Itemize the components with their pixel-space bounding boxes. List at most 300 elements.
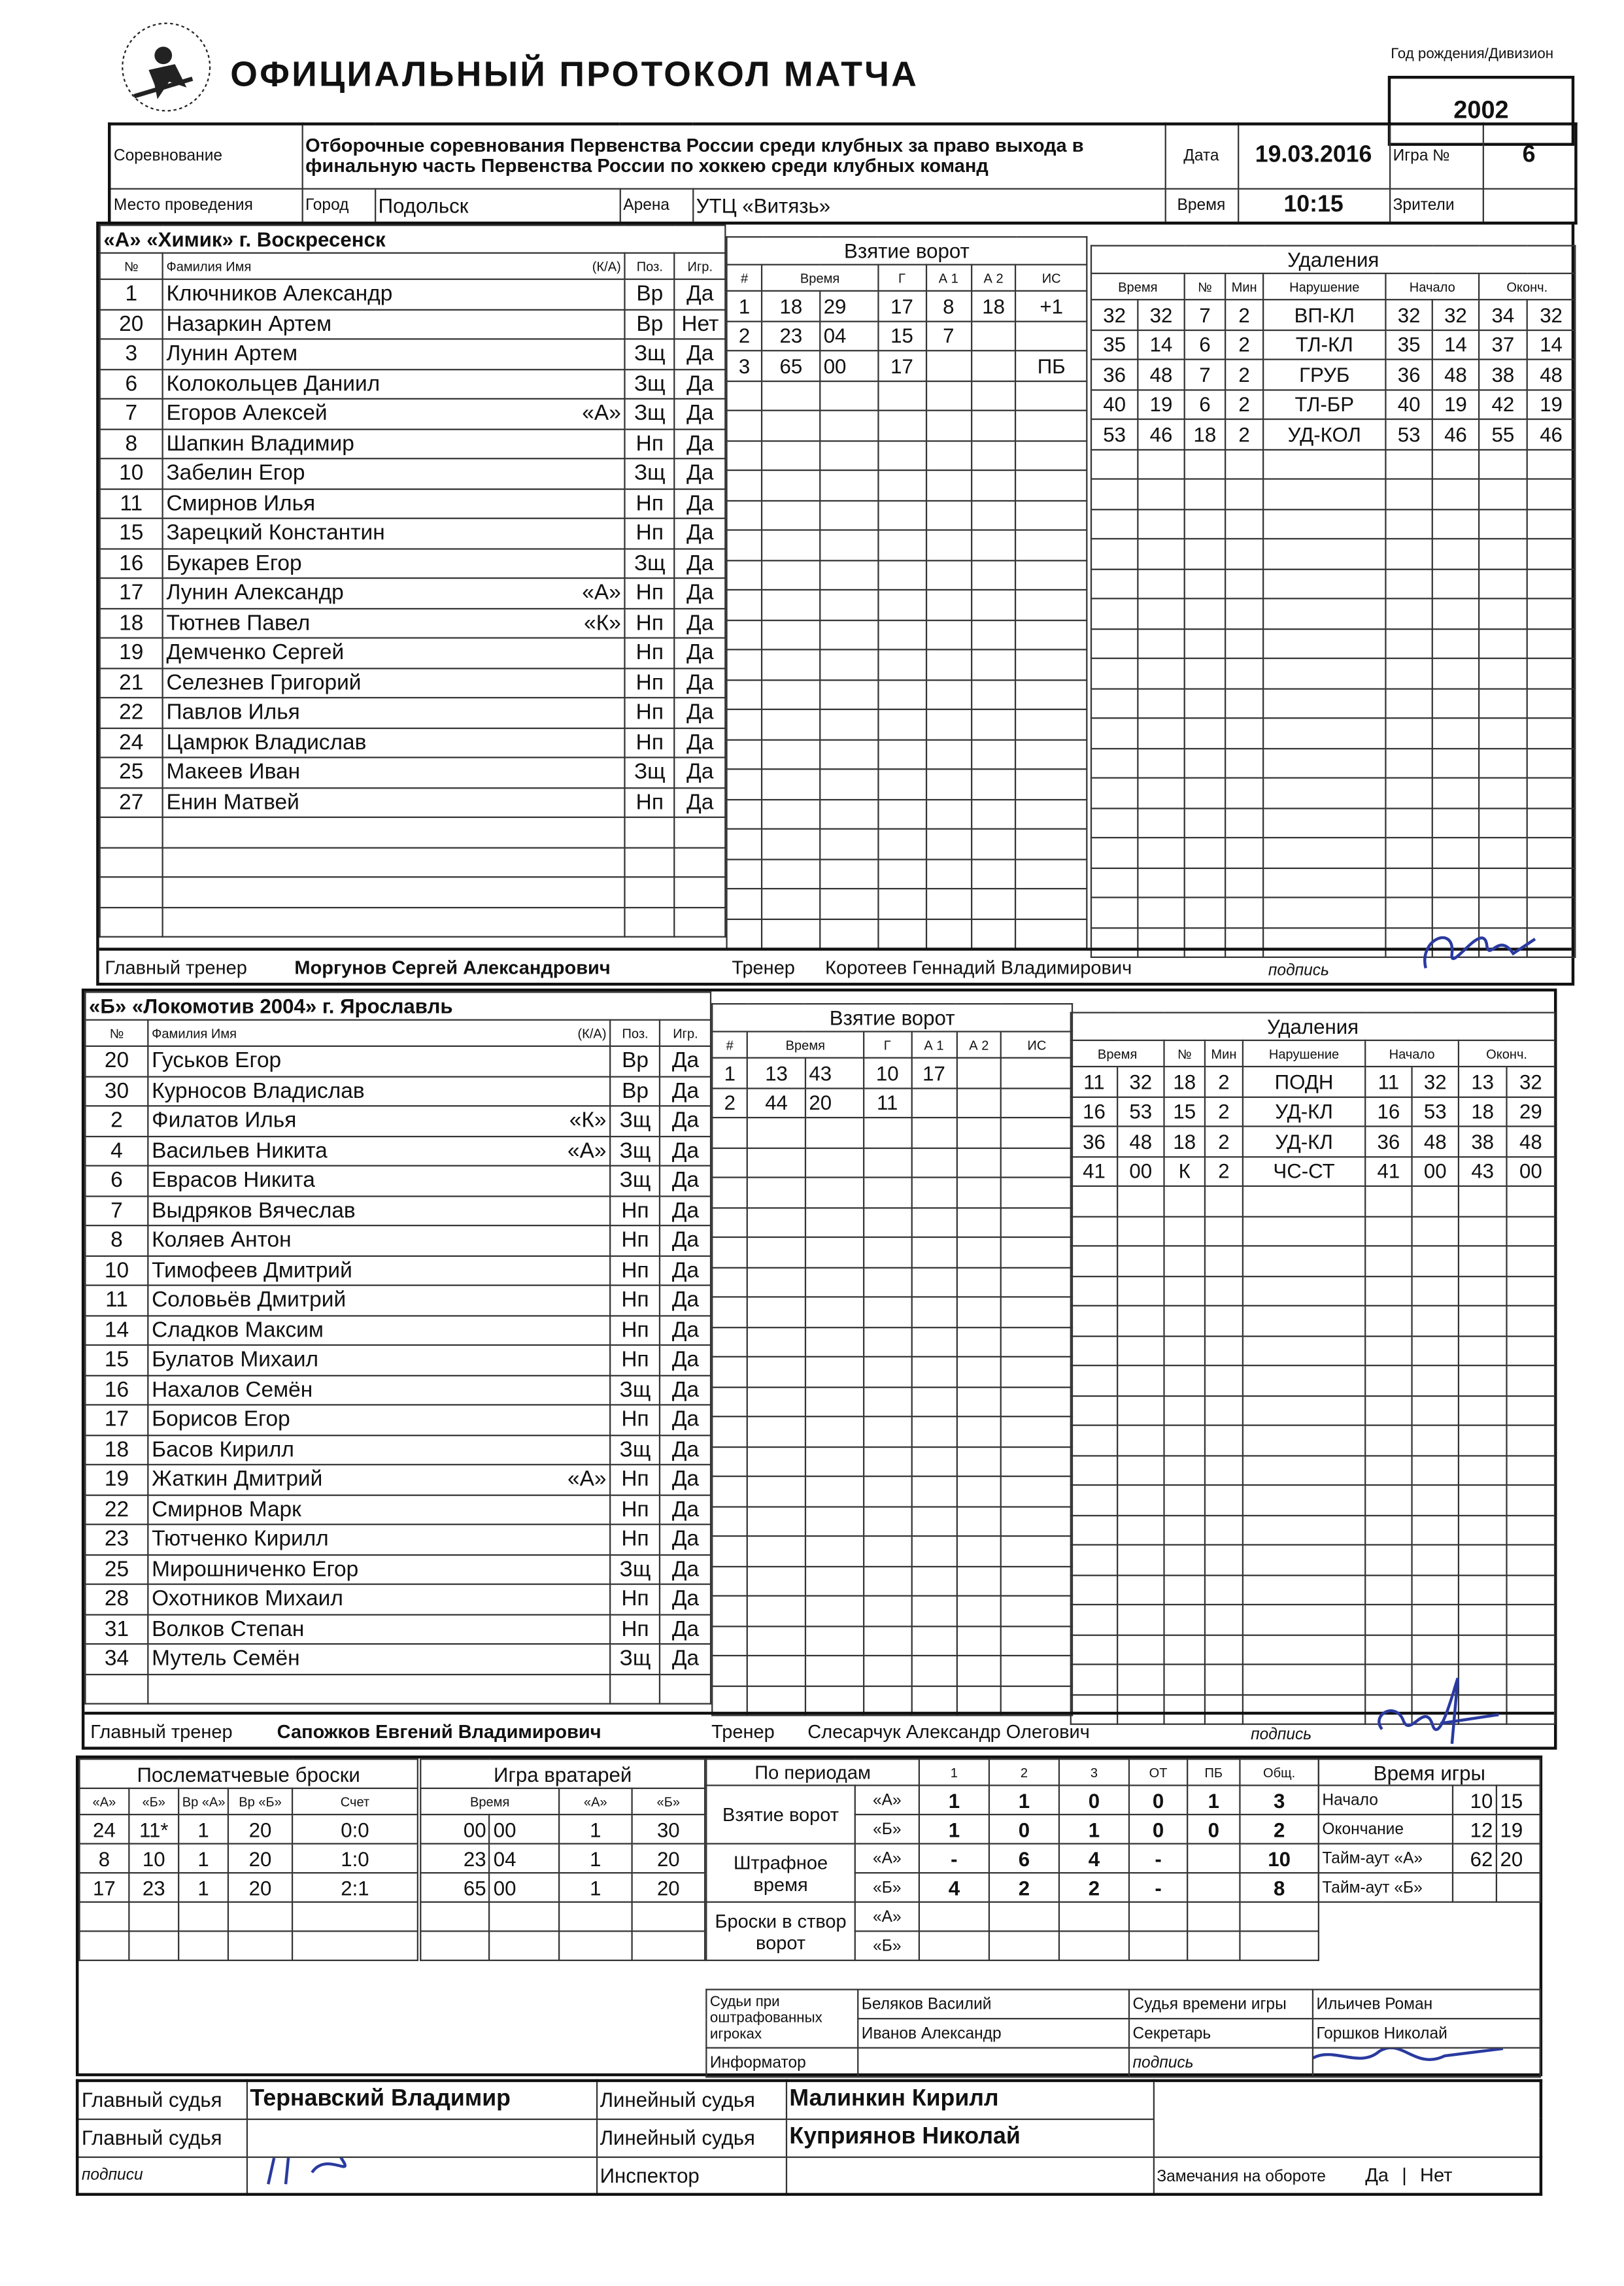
team-b-goal-assist1 (911, 1357, 956, 1387)
team-a-coach: Коротеев Геннадий Владимирович (825, 956, 1132, 979)
team-b-pen-start-min (1365, 1216, 1412, 1246)
team-a-pen-end-sec (1527, 628, 1576, 658)
team-b-goal-scorer (863, 1416, 911, 1446)
team-b-goal-assist1 (911, 1117, 956, 1148)
team-b-goal-assist1 (911, 1626, 956, 1656)
team-b-pen-sec (1117, 1246, 1164, 1276)
team-a-player-play: Да (675, 698, 725, 728)
team-a-goal-assist1 (926, 919, 971, 949)
team-a-player-name (163, 817, 625, 847)
team-b-player-row (85, 1405, 711, 1435)
periods-team-a: «А» (855, 1902, 919, 1932)
team-a-pen-end-min (1479, 838, 1527, 868)
team-b-player-row (85, 1435, 711, 1465)
penbox-judge-2: Иванов Александр (858, 2019, 1129, 2048)
team-a-pen-sec: 19 (1138, 389, 1184, 419)
team-b-goal-min (747, 1178, 805, 1208)
shootout-cell-4: 2:1 (292, 1873, 418, 1902)
team-b-pen-min (1071, 1664, 1117, 1694)
team-b-goal-is (1002, 1148, 1072, 1178)
officials-table (705, 1988, 1541, 2077)
team-b-player-row (85, 1076, 711, 1106)
team-a-goal-no (727, 829, 762, 859)
team-b-goal-row (712, 1148, 1072, 1178)
team-b-pen-min (1071, 1544, 1117, 1575)
team-b-goal-no (712, 1446, 747, 1476)
team-a-goal-is (1016, 679, 1087, 709)
team-a-goal-row (727, 919, 1087, 949)
team-a-pen-start-sec (1432, 868, 1479, 898)
team-a-pen-violation (1263, 718, 1385, 748)
team-b-goal-scorer (863, 1446, 911, 1476)
team-b-pen-min (1071, 1365, 1117, 1395)
remarks-sep: | (1402, 2164, 1407, 2187)
team-b-goal-row (712, 1087, 1072, 1117)
team-b-player-play: Да (660, 1315, 711, 1345)
team-b-pen-min (1071, 1335, 1117, 1365)
team-a-pen-end-sec: 14 (1527, 330, 1576, 360)
team-a-player-pos: Нп (624, 578, 675, 608)
team-a-player-play: Да (675, 339, 725, 369)
team-b-goal-scorer (863, 1207, 911, 1237)
team-b-pen-start-min: 36 (1365, 1127, 1412, 1157)
team-b-pen-player (1164, 1425, 1204, 1456)
timeout-a-label: Тайм-аут «А» (1319, 1844, 1453, 1873)
team-b-goal-assist1 (911, 1566, 956, 1596)
team-b-pen-sec: 00 (1117, 1156, 1164, 1186)
penbox-judge-1: Беляков Василий (858, 1990, 1129, 2019)
team-b-pen-min: 16 (1071, 1097, 1117, 1127)
team-a-goal-assist2 (971, 829, 1016, 859)
team-a-goal-assist1 (926, 740, 971, 770)
team-a-player-name-text: Селезнев Григорий (166, 670, 362, 696)
team-a-player-row (100, 907, 726, 937)
team-b-goal-is (1002, 1506, 1072, 1536)
team-b-goal-sec (805, 1596, 863, 1626)
team-a-pen-end-min (1479, 748, 1527, 778)
team-a-goal-row (727, 859, 1087, 889)
competition-value: Отборочные соревнования Первенства России среди клубных за право выхода в финальную часть Первенства России по хоккею среди клубных команд (302, 124, 1165, 188)
team-b-goal-sec (805, 1237, 863, 1267)
team-b-pen-end-sec (1506, 1515, 1555, 1545)
team-b-player-play: Да (660, 1465, 711, 1495)
team-a-player-name-text: Егоров Алексей (166, 401, 328, 426)
team-b-goal-min (747, 1148, 805, 1178)
team-a-goal-sec: 00 (820, 350, 877, 381)
referee-signature (253, 2157, 471, 2194)
team-b-goal-row (712, 1536, 1072, 1566)
team-a-goal-row (727, 590, 1087, 620)
team-a-player-number: 6 (100, 369, 163, 399)
team-b-goal-scorer (863, 1626, 911, 1656)
team-a-player-row (100, 429, 726, 459)
team-a-pen-end-min (1479, 509, 1527, 539)
team-b-pen-violation (1243, 1455, 1365, 1485)
team-b-pen-end-sec (1506, 1455, 1555, 1485)
remarks-yes[interactable]: Да (1365, 2164, 1389, 2187)
col-goal-time: Время (747, 1032, 863, 1058)
timekeeper-label: Судья времени игры (1129, 1990, 1313, 2019)
team-a-pen-minutes (1225, 509, 1263, 539)
goalie-col-a: «А» (559, 1788, 632, 1815)
team-b-pen-sec: 32 (1117, 1066, 1164, 1097)
team-b-goal-min (747, 1267, 805, 1297)
team-b-penalty-row (1071, 1515, 1555, 1545)
team-a-goal-is (1016, 620, 1087, 650)
team-b-player-row (85, 1644, 711, 1674)
team-a-goal-sec (820, 381, 877, 411)
team-b-pen-player (1164, 1276, 1204, 1306)
team-b-pen-start-min: 41 (1365, 1156, 1412, 1186)
team-a-player-name-text: Колокольцев Даниил (166, 371, 381, 396)
goalie-row (420, 1873, 705, 1902)
team-b-penalty-row (1071, 1395, 1555, 1425)
team-b-pen-start-sec: 53 (1412, 1097, 1459, 1127)
team-a-pen-player: 7 (1185, 299, 1225, 330)
team-a-penalty-row (1091, 509, 1575, 539)
shootout-cell-2: 1 (178, 1873, 228, 1902)
team-a-pen-start-min (1385, 628, 1432, 658)
team-b-goal-sec (805, 1506, 863, 1536)
team-b-pen-violation: УД-КЛ (1243, 1097, 1365, 1127)
team-a-player-name (163, 608, 625, 638)
team-a-pen-minutes (1225, 539, 1263, 569)
team-a-player-play: Да (675, 519, 725, 549)
team-a-goal-assist2 (971, 740, 1016, 770)
team-b-player-pos (610, 1674, 660, 1704)
team-b-pen-start-sec (1412, 1455, 1459, 1485)
col-no: № (85, 1020, 148, 1046)
team-b-goal-row (712, 1178, 1072, 1208)
team-a-player-row (100, 787, 726, 817)
team-a-penalty-row (1091, 688, 1575, 718)
team-b-pen-minutes (1205, 1485, 1243, 1515)
goalie-b: 20 (632, 1844, 705, 1873)
team-b-penalty-row (1071, 1097, 1555, 1127)
pim-a-p1: - (919, 1844, 989, 1873)
team-b-player-name-text: Охотников Михаил (152, 1586, 343, 1612)
team-a-goal-sec (820, 799, 877, 829)
team-a-pen-min (1091, 539, 1138, 569)
team-b-pen-sec (1117, 1335, 1164, 1365)
team-a-goal-scorer (878, 859, 926, 889)
team-a-goal-sec (820, 829, 877, 859)
team-a-goal-assist1 (926, 440, 971, 470)
team-b-player-name (148, 1106, 611, 1136)
team-a-pen-violation (1263, 658, 1385, 689)
time-value: 10:15 (1238, 188, 1389, 224)
secretary-signature (1313, 2048, 1517, 2077)
game-start-mm: 15 (1497, 1785, 1540, 1815)
team-b-goal-row (712, 1237, 1072, 1267)
team-a-goal-sec (820, 530, 877, 560)
team-a-goal-min (762, 889, 820, 919)
team-a-goal-row (727, 620, 1087, 650)
team-a-head-coach: Моргунов Сергей Александрович (294, 956, 611, 979)
team-a-pen-player (1185, 778, 1225, 808)
team-b-pen-start-min (1365, 1485, 1412, 1515)
team-b-player-play: Да (660, 1495, 711, 1525)
goalie-row (420, 1844, 705, 1873)
period-total: Общ. (1240, 1759, 1318, 1785)
team-b-goal-no (712, 1416, 747, 1446)
team-b-pen-violation (1243, 1425, 1365, 1456)
team-b-goal-is (1002, 1446, 1072, 1476)
team-b-player-play (660, 1674, 711, 1704)
team-a-goal-assist2 (971, 709, 1016, 740)
shootout-cell-1: 11* (129, 1815, 178, 1844)
team-b-goal-row (712, 1357, 1072, 1387)
team-a-goal-sec (820, 470, 877, 500)
team-a-pen-sec (1138, 688, 1184, 718)
team-b-player-row (85, 1166, 711, 1196)
team-b-player-row (85, 1375, 711, 1405)
team-b-pen-sec (1117, 1186, 1164, 1216)
team-b-pen-start-min (1365, 1306, 1412, 1336)
team-b-goals-title: Взятие ворот (712, 1004, 1072, 1031)
team-a-player-play: Да (675, 787, 725, 817)
team-b-pen-end-min (1459, 1395, 1507, 1425)
team-a-goal-row (727, 649, 1087, 679)
team-b-player-name (148, 1195, 611, 1225)
birth-division-label: Год рождения/Дивизион (1391, 46, 1554, 63)
team-b-goal-row (712, 1297, 1072, 1327)
team-a-pen-violation (1263, 688, 1385, 718)
team-a-goal-no: 3 (727, 350, 762, 381)
team-b-player-name-text: Булатов Михаил (152, 1347, 319, 1373)
team-b-pen-sec (1117, 1365, 1164, 1395)
col-play: Игр. (675, 253, 725, 279)
team-a-pen-start-sec (1432, 688, 1479, 718)
team-a-player-play: Да (675, 578, 725, 608)
team-b-player-name-text: Еврасов Никита (152, 1168, 315, 1193)
team-b-goal-row (712, 1327, 1072, 1357)
team-b-pen-start-min (1365, 1335, 1412, 1365)
team-b-player-name (148, 1614, 611, 1644)
team-a-pen-end-min (1479, 598, 1527, 628)
timeout-a-ss: 20 (1497, 1844, 1540, 1873)
team-a-pen-sec: 46 (1138, 419, 1184, 449)
team-a-goal-is: ПБ (1016, 350, 1087, 381)
team-a-pen-start-sec (1432, 539, 1479, 569)
team-a-player-name-text: Енин Матвей (166, 789, 299, 815)
arena-value: УТЦ «Витязь» (692, 188, 1164, 224)
team-b-goal-no (712, 1327, 747, 1357)
team-a-goal-no (727, 919, 762, 949)
team-b-pen-start-min (1365, 1425, 1412, 1456)
team-b-player-play: Да (660, 1046, 711, 1076)
team-a-pen-sec (1138, 868, 1184, 898)
team-b-goal-no (712, 1207, 747, 1237)
team-a-goal-scorer (878, 411, 926, 441)
team-b-pen-minutes: 2 (1205, 1156, 1243, 1186)
shootout-table (78, 1758, 418, 1961)
team-b-pen-end-sec: 29 (1506, 1097, 1555, 1127)
team-a-player-name-text: Шапкин Владимир (166, 431, 354, 456)
team-b-player-play: Да (660, 1375, 711, 1405)
team-b-player-pos: Зщ (610, 1375, 660, 1405)
team-b-goal-no (712, 1267, 747, 1297)
shootout-cell-0: 17 (80, 1873, 129, 1902)
team-b-goal-row (712, 1446, 1072, 1476)
team-b-player-pos: Нп (610, 1405, 660, 1435)
team-a-pen-violation (1263, 868, 1385, 898)
team-b-pen-end-sec (1506, 1635, 1555, 1665)
team-a-goal-scorer (878, 500, 926, 530)
team-b-player-play: Да (660, 1554, 711, 1584)
col-assist2: А 2 (971, 265, 1016, 291)
team-a-pen-start-sec: 48 (1432, 360, 1479, 390)
team-b-goal-no: 2 (712, 1087, 747, 1117)
team-a-player-pos: Зщ (624, 548, 675, 578)
team-b-player-number: 14 (85, 1315, 148, 1345)
pim-a-so (1187, 1844, 1240, 1873)
team-a-player-number (100, 847, 163, 878)
team-b-goal-scorer (863, 1686, 911, 1716)
team-b-goal-no (712, 1237, 747, 1267)
team-b-goal-assist1 (911, 1267, 956, 1297)
team-a-player-name (163, 279, 625, 309)
team-b-goal-assist1: 17 (911, 1058, 956, 1088)
team-a-goal-no (727, 709, 762, 740)
team-a-pen-minutes: 2 (1225, 419, 1263, 449)
team-b-pen-player (1164, 1306, 1204, 1336)
team-b-goal-sec (805, 1476, 863, 1507)
team-a-goal-is (1016, 440, 1087, 470)
team-b-pen-end-sec (1506, 1306, 1555, 1336)
team-a-player-pos (624, 877, 675, 907)
col-ka: (К/А) (592, 258, 621, 274)
team-a-goal-is (1016, 470, 1087, 500)
shootout-col-1: «Б» (129, 1788, 178, 1815)
team-b-goal-assist2 (956, 1327, 1002, 1357)
team-a-goal-no (727, 649, 762, 679)
team-a-pen-sec: 32 (1138, 299, 1184, 330)
team-b-pen-end-min (1459, 1575, 1507, 1605)
team-b-pen-start-min (1365, 1395, 1412, 1425)
team-a-goal-row (727, 470, 1087, 500)
team-a-goal-min (762, 709, 820, 740)
team-b-player-pos: Зщ (610, 1166, 660, 1196)
team-a-player-name (163, 907, 625, 937)
time-label: Время (1165, 188, 1238, 224)
team-a-pen-start-sec (1432, 628, 1479, 658)
goalie-min: 65 (420, 1873, 490, 1902)
shootout-cell-3: 20 (228, 1873, 292, 1902)
team-a-pen-minutes (1225, 718, 1263, 748)
team-b-goal-min (747, 1327, 805, 1357)
team-b-penalty-row (1071, 1156, 1555, 1186)
team-a-player-row (100, 728, 726, 758)
team-b-pen-end-min (1459, 1515, 1507, 1545)
team-b-player-name-text: Соловьёв Дмитрий (152, 1288, 347, 1313)
team-b-player-pos: Зщ (610, 1554, 660, 1584)
team-a-goal-min (762, 560, 820, 590)
team-a-pen-player (1185, 748, 1225, 778)
team-b-goal-no (712, 1626, 747, 1656)
col-is: ИС (1016, 265, 1087, 291)
team-b-goal-no (712, 1596, 747, 1626)
team-a-goal-no (727, 411, 762, 441)
team-a-pen-end-sec (1527, 718, 1576, 748)
col-assist2: А 2 (956, 1032, 1002, 1058)
team-a-pen-min (1091, 897, 1138, 927)
team-a-pen-sec (1138, 808, 1184, 838)
linesman-label-1: Линейный судья (596, 2081, 786, 2119)
team-a-signature (1411, 910, 1542, 988)
team-a-goals (726, 236, 1087, 949)
team-b-pen-min (1071, 1515, 1117, 1545)
team-a-player-row (100, 399, 726, 429)
team-a-goal-min: 18 (762, 291, 820, 321)
team-a-player-pos: Нп (624, 698, 675, 728)
team-b-goal-no (712, 1566, 747, 1596)
team-b-player-row (85, 1046, 711, 1076)
team-a-pen-violation (1263, 748, 1385, 778)
team-a-goal-assist1 (926, 769, 971, 799)
team-a-player-pos: Нп (624, 668, 675, 698)
team-b-player-play: Да (660, 1166, 711, 1196)
team-b-goal-no (712, 1178, 747, 1208)
team-a-pen-end-sec: 46 (1527, 419, 1576, 449)
team-b-goal-row (712, 1207, 1072, 1237)
team-a-goal-scorer (878, 740, 926, 770)
team-b-player-name (148, 1315, 611, 1345)
team-a-player-number: 19 (100, 638, 163, 668)
team-a-player-row (100, 638, 726, 668)
team-b-player-play: Да (660, 1345, 711, 1375)
team-a-pen-start-min (1385, 539, 1432, 569)
team-a-player-play: Да (675, 668, 725, 698)
team-a-player-row (100, 488, 726, 519)
team-b-pen-sec (1117, 1455, 1164, 1485)
remarks-no[interactable]: Нет (1420, 2164, 1453, 2187)
team-b-player-name-text: Гуськов Егор (152, 1048, 282, 1074)
team-a-pen-player (1185, 539, 1225, 569)
team-b-pen-end-min: 13 (1459, 1066, 1507, 1097)
team-a-player-name (163, 847, 625, 878)
team-b-player-name-text: Жаткин Дмитрий (152, 1467, 323, 1492)
team-a-pen-player: 6 (1185, 330, 1225, 360)
team-b-pen-violation (1243, 1216, 1365, 1246)
team-b-goal-assist2 (956, 1237, 1002, 1267)
team-a-goal-row (727, 889, 1087, 919)
pim-a-p3: 4 (1059, 1844, 1129, 1873)
goals-a-ot: 0 (1129, 1785, 1187, 1815)
team-b-player-pos: Зщ (610, 1644, 660, 1674)
team-b-head-coach-label: Главный тренер (90, 1720, 233, 1743)
city-value: Подольск (375, 188, 620, 224)
team-a-player-number: 25 (100, 757, 163, 787)
team-b-player-name (148, 1255, 611, 1286)
team-a-player-ka: «А» (582, 401, 621, 426)
team-b-pen-end-sec (1506, 1216, 1555, 1246)
team-b-player-number: 23 (85, 1524, 148, 1554)
team-b-player-name (148, 1046, 611, 1076)
team-a-goal-sec (820, 500, 877, 530)
goalie-b: 30 (632, 1815, 705, 1844)
goalie-row (420, 1815, 705, 1844)
team-a-goal-is (1016, 321, 1087, 351)
col-pen-time: Время (1071, 1040, 1164, 1066)
goals-b-p3: 1 (1059, 1815, 1129, 1844)
team-a-goal-no (727, 500, 762, 530)
team-a-pen-end-min (1479, 868, 1527, 898)
team-b-pen-sec (1117, 1575, 1164, 1605)
team-a-pen-min: 53 (1091, 419, 1138, 449)
team-b-player-ka: «А» (567, 1467, 607, 1492)
team-b-goal-no (712, 1686, 747, 1716)
